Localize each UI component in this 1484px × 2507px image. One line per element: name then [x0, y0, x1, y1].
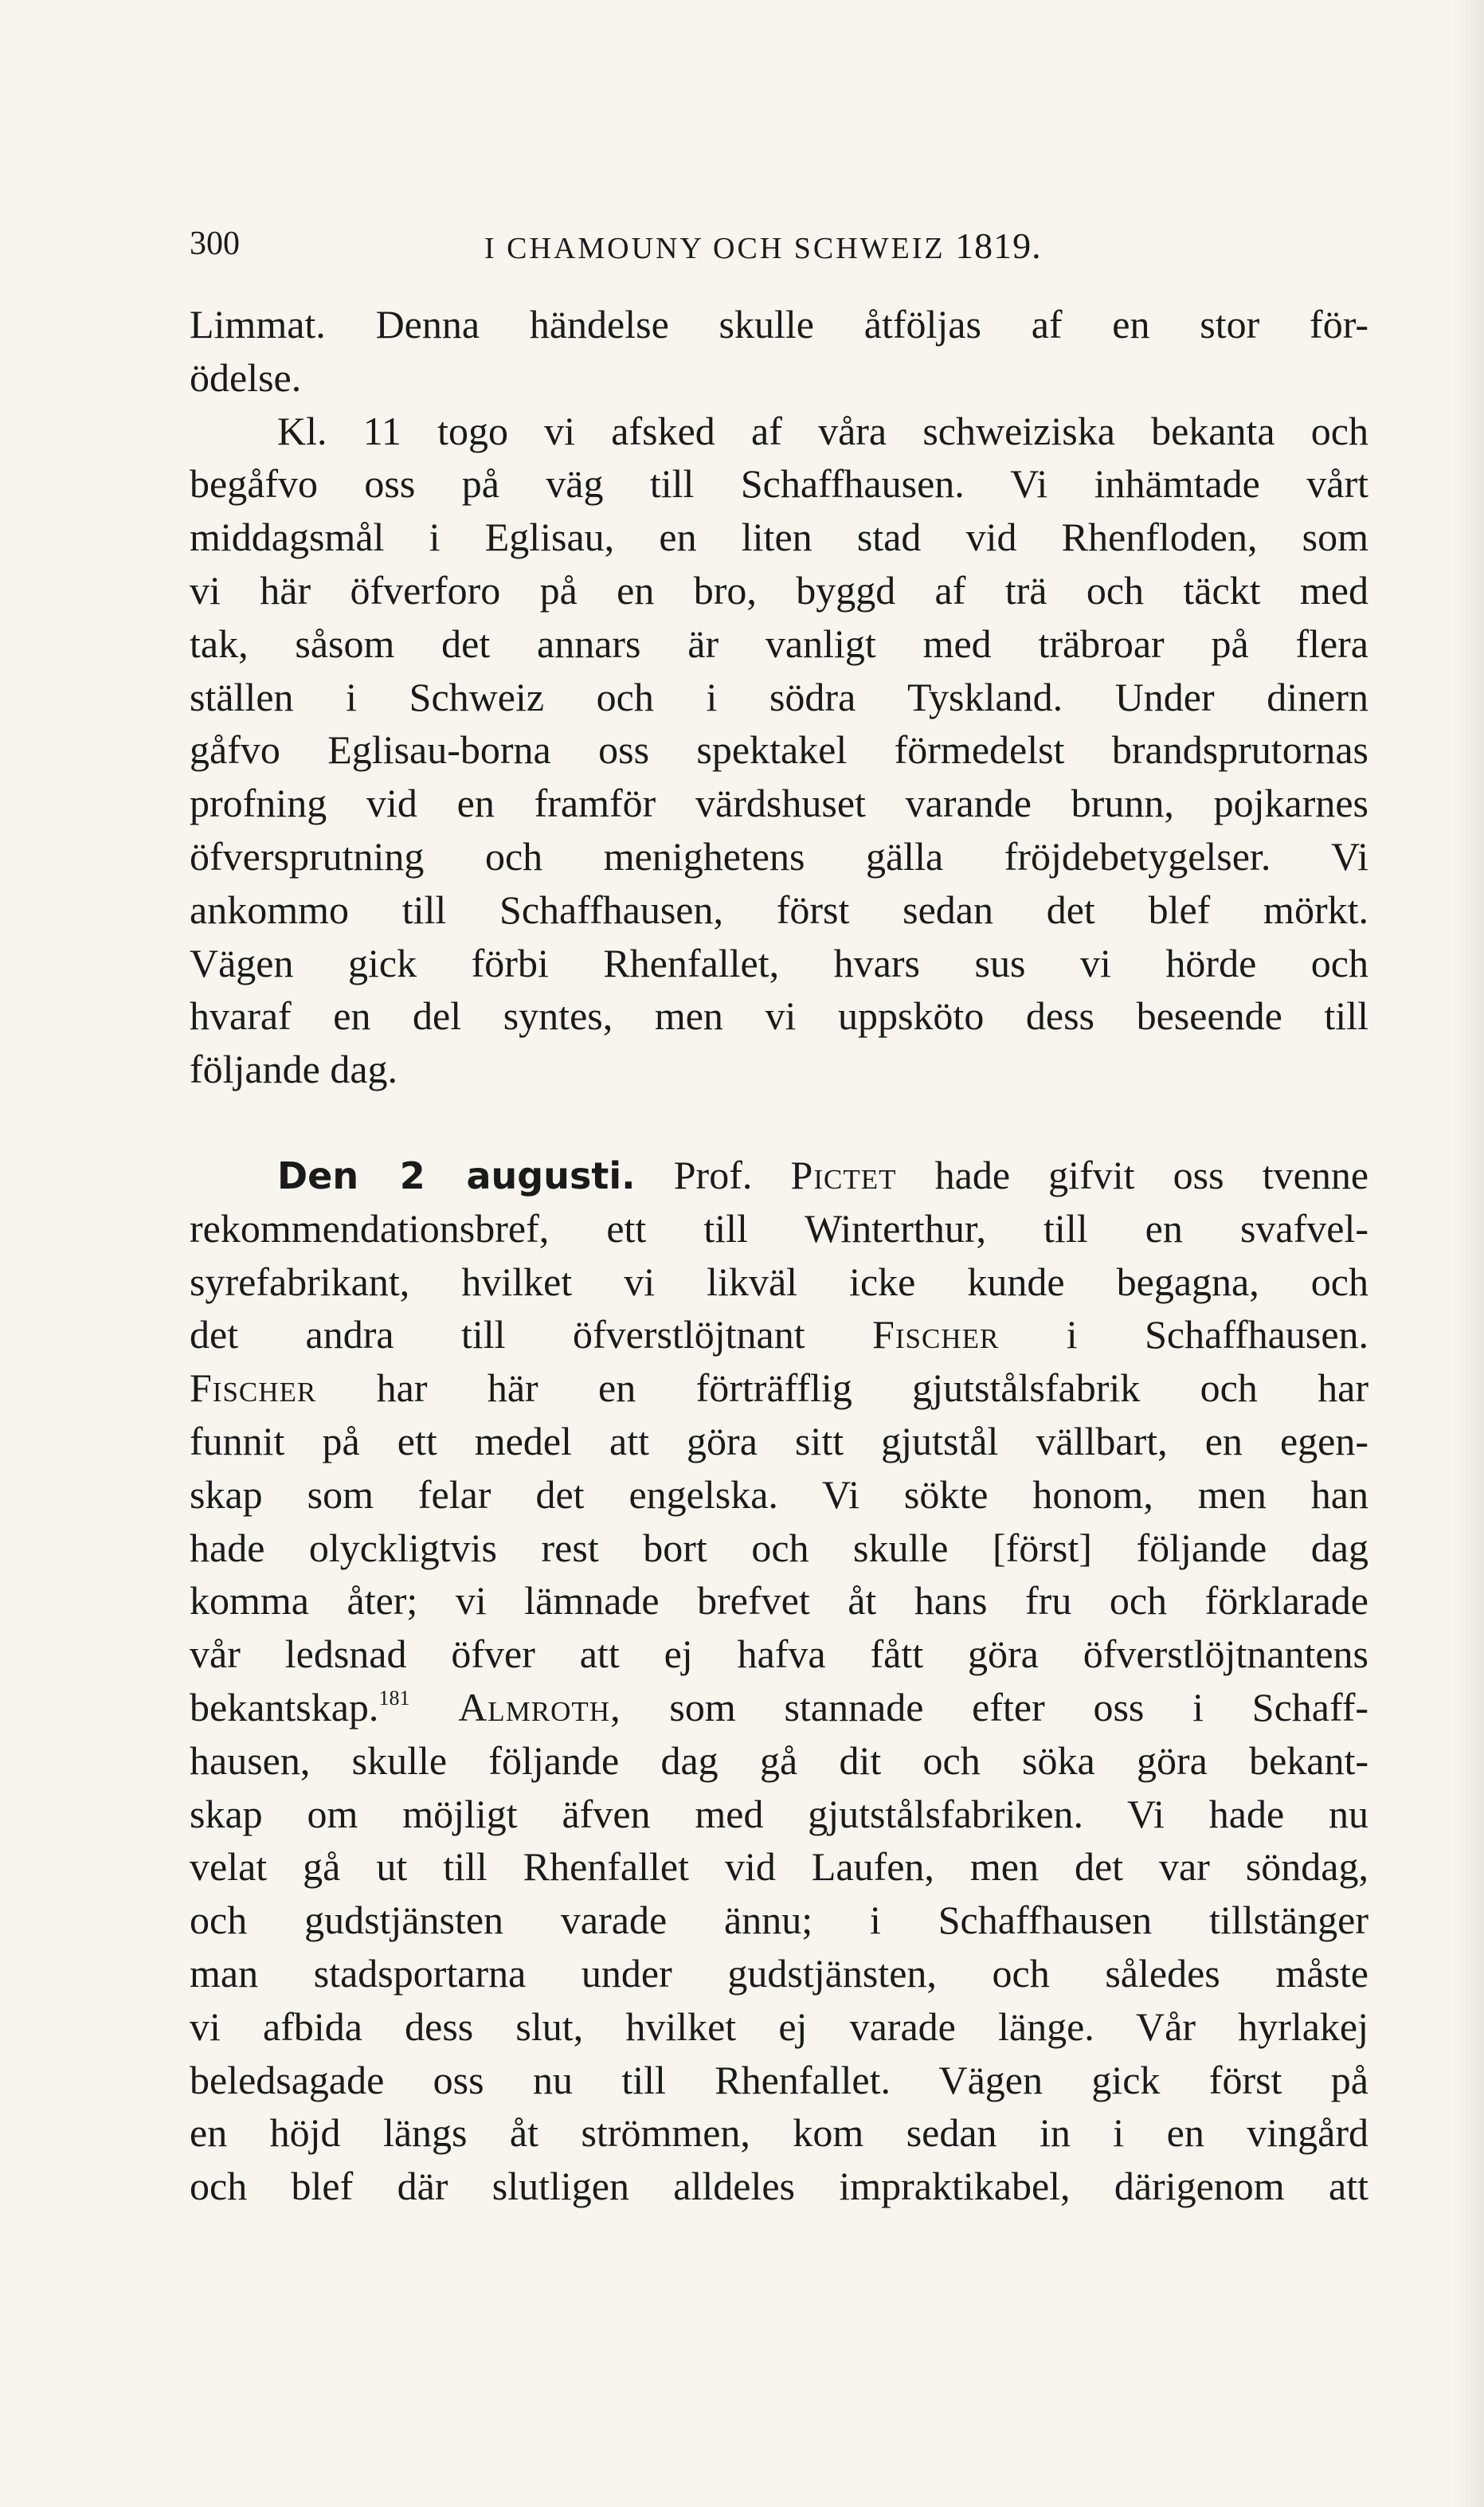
text-fragment: har här en förträfflig gjutstålsfabrik och har [376, 1365, 1368, 1411]
text-line: och blef där slutligen alldeles impraktikabel, därigenom att [190, 2164, 1368, 2209]
footnote-ref: 181 [378, 1686, 410, 1710]
person-name: Fischer [190, 1365, 317, 1411]
text-line: Kl. 11 togo vi afsked af våra schweiziska bekanta och [277, 408, 1368, 453]
text-line [190, 1149, 1368, 1202]
text-line: syrefabrikant, hvilket vi likväl icke kunde begagna, och [190, 1259, 1368, 1304]
text-line: velat gå ut till Rhenfallet vid Laufen, men det var söndag, [190, 1844, 1368, 1890]
text-line: ankommo till Schaffhausen, först sedan det blef mörkt. [190, 887, 1368, 932]
text-fragment: i Schaffhausen. [1066, 1312, 1369, 1357]
text-fragment: hade gifvit oss tvenne [934, 1152, 1369, 1197]
person-name: Fischer [872, 1312, 1000, 1357]
page-number: 300 [190, 225, 240, 262]
page-edge-shadow [1452, 0, 1484, 2507]
text-line: ställen i Schweiz och i södra Tyskland. Under dinern [190, 674, 1368, 719]
text-line: öfversprutning och menighetens gälla fröjdebetygelser. Vi [190, 833, 1368, 879]
running-head [484, 225, 1042, 267]
text-line: vi afbida dess slut, hvilket ej varade länge. Vår hyrlakej [190, 2004, 1368, 2049]
text-line: profning vid en framför värdshuset varande brunn, pojkarnes [190, 781, 1368, 826]
text-fragment: det andra till öfverstlöjtnant [190, 1312, 805, 1357]
text-line: Limmat. Denna händelse skulle åtföljas af en stor för- [190, 302, 1368, 347]
text-line: komma åter; vi lämnade brefvet åt hans fru och förklarade [190, 1578, 1368, 1624]
text-fragment: bekantskap. [190, 1684, 379, 1729]
text-fragment: som stannade efter oss i Schaff- [669, 1684, 1369, 1729]
text-line: skap om möjligt äfven med gjutstålsfabriken. Vi hade nu [190, 1791, 1368, 1836]
text-line: hausen, skulle följande dag gå dit och söka göra bekant- [190, 1737, 1368, 1783]
text-line [190, 1361, 1368, 1415]
text-line: rekommendationsbref, ett till Winterthur, till en svafvel- [190, 1205, 1368, 1251]
running-head-year: 1819. [955, 225, 1042, 266]
text-fragment: Prof. [673, 1152, 753, 1197]
text-line: vår ledsnad öfver att ej hafva fått göra öfverstlöjtnantens [190, 1632, 1368, 1677]
page-header [190, 225, 1368, 272]
running-head-title: I CHAMOUNY OCH SCHWEIZ [484, 232, 946, 265]
text-line: begåfvo oss på väg till Schaffhausen. Vi inhämtade vårt [190, 461, 1368, 507]
entry-date: Den 2 augusti. [277, 1154, 636, 1197]
text-line: och gudstjänsten varade ännu; i Schaffhausen tillstänger [190, 1898, 1368, 1943]
text-line: gåfvo Eglisau-borna oss spektakel förmedelst brandsprutornas [190, 727, 1368, 773]
person-name: Pictet [790, 1152, 897, 1197]
text-line: Vägen gick förbi Rhenfallet, hvars sus vi hörde och [190, 940, 1368, 985]
text-line: funnit på ett medel att göra sitt gjutstål vällbart, en egen- [190, 1418, 1368, 1463]
text-line: beledsagade oss nu till Rhenfallet. Vägen gick först på [190, 2057, 1368, 2102]
text-line: hade olyckligtvis rest bort och skulle [först] följande dag [190, 1525, 1368, 1570]
person-name: Almroth, [458, 1684, 621, 1729]
text-line: ödelse. [190, 355, 302, 400]
text-line: hvaraf en del syntes, men vi uppsköto dess beseende till [190, 993, 1368, 1039]
text-line: tak, såsom det annars är vanligt med träbroar på flera [190, 621, 1368, 666]
text-line [190, 1308, 1368, 1361]
body-text [190, 298, 1368, 2213]
text-line: följande dag. [190, 1047, 398, 1092]
text-line: skap som felar det engelska. Vi sökte honom, men han [190, 1471, 1368, 1517]
text-line: en höjd längs åt strömmen, kom sedan in i en vingård [190, 2110, 1368, 2156]
text-line: middagsmål i Eglisau, en liten stad vid Rhenfloden, som [190, 515, 1368, 560]
text-line: vi här öfverforo på en bro, byggd af trä och täckt med [190, 567, 1368, 613]
text-line: man stadsportarna under gudstjänsten, och således måste [190, 1950, 1368, 1996]
text-line [190, 1681, 1368, 1734]
